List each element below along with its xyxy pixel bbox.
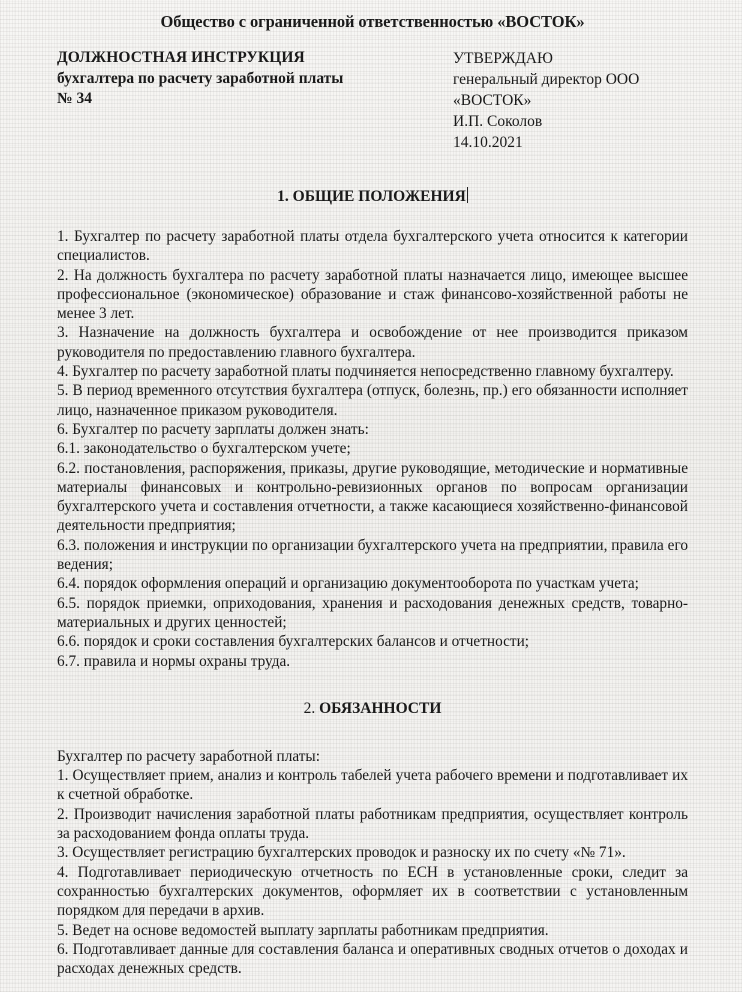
approval-block [453,48,688,153]
paragraph: 1. Бухгалтер по расчету заработной платы отдела бухгалтерского учета относится к категории специалистов. [57,228,688,265]
paragraph: 5. Ведет на основе ведомостей выплату зарплаты работникам предприятия. [57,921,549,939]
section-title-2: ОБЯЗАННОСТИ [319,699,442,717]
instruction-title-block [57,48,453,110]
section-title-1: ОБЩИЕ ПОЛОЖЕНИЯ [292,188,466,205]
paragraph: 4. Подготавливает периодическую отчетность по ЕСН в установленные сроки, следит за сохранностью бухгалтерских документов, оформляет их в соответствии с установленным порядком для передачи в архив. [57,863,688,920]
approver-position: генеральный директор ООО [453,71,640,88]
page-content-area [57,0,688,992]
paragraph: 2. Производит начисления заработной платы работникам предприятия, осуществляет контроль за расходованием фонда оплаты труда. [57,805,688,843]
section-intro: Бухгалтер по расчету заработной платы: [57,747,320,765]
paragraph: 6.5. порядок приемки, оприходования, хранения и расходования денежных средств, товарно-материальных и других ценностей; [57,594,688,631]
spacer [57,719,688,747]
paragraph: 5. В период временного отсутствия бухгалтера (отпуск, болезнь, пр.) его обязанности исполняет лицо, назначенное приказом руководителя. [57,382,688,419]
approval-date: 14.10.2021 [453,134,523,151]
paragraph: 2. На должность бухгалтера по расчету заработной платы назначается лицо, имеющее высшее профессиональное (экономическое) образование и стаж финансово-хозяйственной работы не менее 3 лет. [57,266,688,323]
approver-name: И.П. Соколов [453,113,543,130]
document-header [57,48,688,153]
section-number-1: 1. [277,188,289,205]
section-number-2: 2. [303,699,316,717]
paragraph: 6.2. постановления, распоряжения, приказы, другие руководящие, методические и нормативные материалы финансовых и контрольно-ревизионных органов по вопросам организации бухгалтерского учета и составления отчетности, а также касающиеся хозяйственно-финансовой деятельности предприятия; [57,459,688,535]
section-body-1 [57,227,688,671]
spacer [57,153,688,187]
section-heading-1 [57,187,688,207]
paragraph: 6.4. порядок оформления операций и организацию документооборота по участкам учета; [57,575,639,593]
spacer [57,671,688,699]
text-caret [467,187,468,203]
instruction-subject: бухгалтера по расчету заработной платы [57,69,344,87]
approver-organization: «ВОСТОК» [453,92,532,109]
paragraph: 1. Осуществляет прием, анализ и контроль табелей учета рабочего времени и подготавливает их к счетной обработке. [57,767,688,804]
organization-title: Общество с ограниченной ответственностью «ВОСТОК» [160,12,585,31]
paragraph: 6.1. законодательство о бухгалтерском учете; [57,440,351,458]
approval-label: УТВЕРЖДАЮ [453,50,553,67]
paragraph: 6.7. правила и нормы охраны труда. [57,652,291,670]
spacer [57,207,688,227]
paragraph: 6. Подготавливает данные для составления баланса и оперативных сводных отчетов о доходах и расходах денежных средств. [57,940,688,978]
paragraph: 3. Назначение на должность бухгалтера и освобождение от нее производится приказом руководителя по предоставлению главного бухгалтера. [57,324,688,361]
paragraph: 4. Бухгалтер по расчету заработной платы подчиняется непосредственно главному бухгалтеру. [57,363,674,381]
paragraph: 6.3. положения и инструкции по организации бухгалтерского учета на предприятии, правила его ведения; [57,536,688,574]
instruction-type: ДОЛЖНОСТНАЯ ИНСТРУКЦИЯ [57,49,305,66]
paragraph: 3. Осуществляет регистрацию бухгалтерских проводок и разноску их по счету «№ 71». [57,844,626,862]
paragraph: 6. Бухгалтер по расчету зарплаты должен знать: [57,420,369,438]
section-heading-2 [57,699,688,719]
section-body-2 [57,747,688,979]
paragraph: 6.6. порядок и сроки составления бухгалтерских балансов и отчетности; [57,633,530,651]
instruction-number: № 34 [57,90,92,107]
